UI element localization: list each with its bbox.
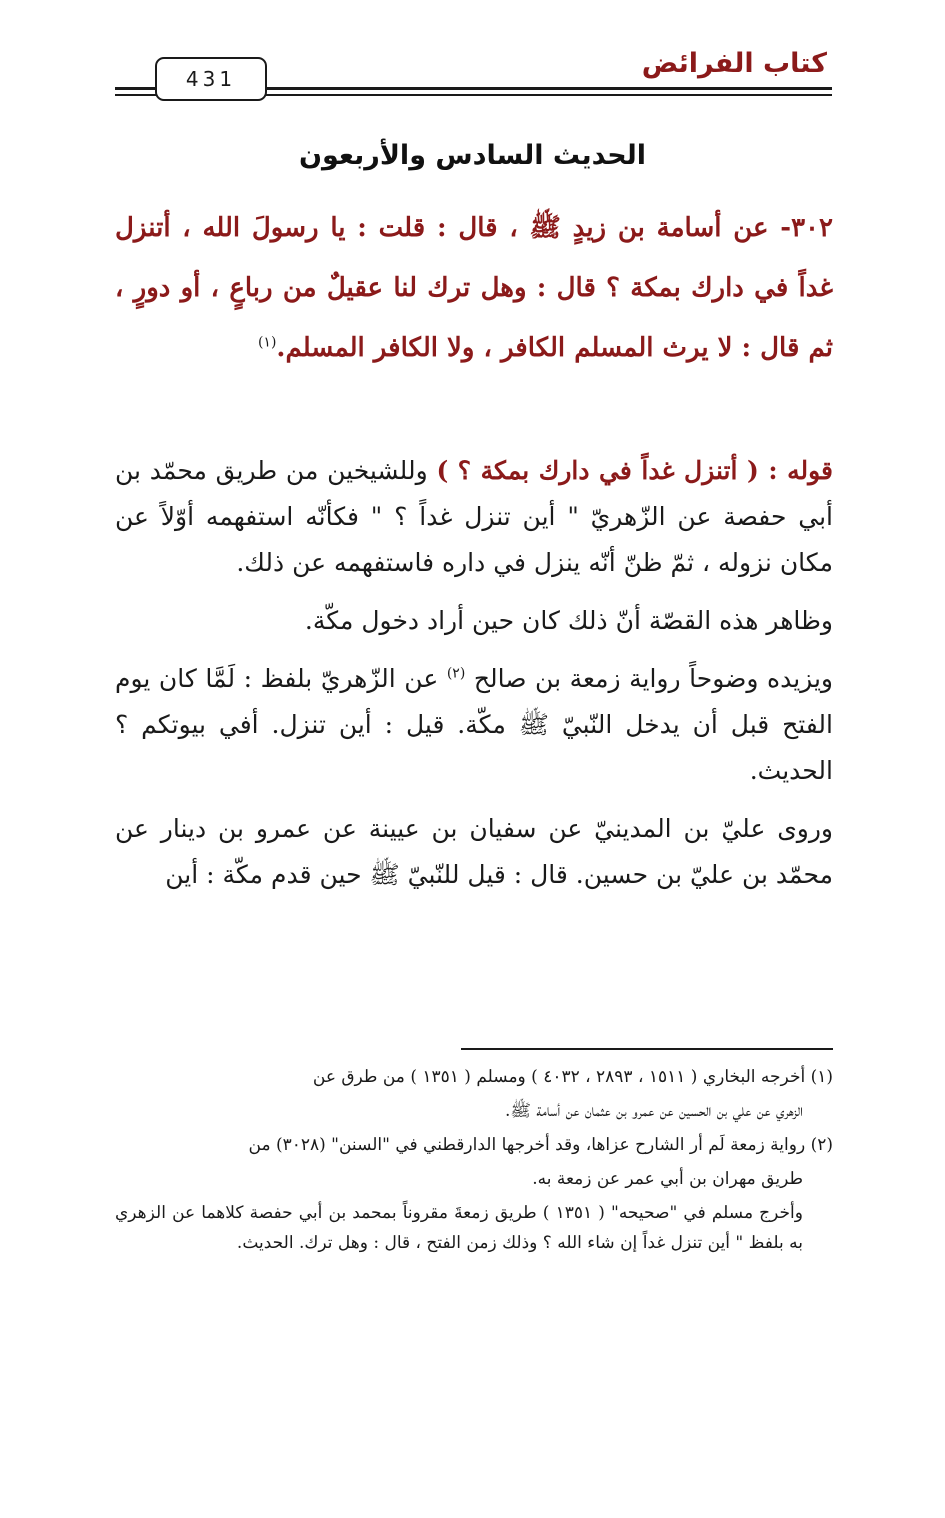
quoted-phrase: قوله : ( أتنزل غداً في دارك بمكة ؟ ) bbox=[436, 456, 833, 485]
commentary-text: وللشيخين من طريق محمّد بن أبي حفصة عن الزّهريّ " أين تنزل غداً ؟ " فكأنّه استفهمه أوّلاً عن مكان نزوله ، ثمّ ظنّ أنّه ينزل في داره فاستفهمه عن ذلك. bbox=[115, 456, 833, 577]
commentary-text: ويزيده وضوحاً رواية زمعة بن صالح bbox=[465, 664, 833, 693]
commentary-paragraph-4 bbox=[115, 806, 833, 898]
footnote-2-continuation: وأخرج مسلم في "صحيحه" ( ١٣٥١ ) طريق زمعةَ مقروناً بمحمد بن أبي حفصة كلاهما عن الزهري به بلفظ " أين تنزل غداً إن شاء الله ؟ وذلك زمن الفتح ، قال : وهل ترك. الحديث. bbox=[115, 1203, 803, 1253]
commentary-paragraph-1 bbox=[115, 448, 833, 586]
footnote-marker-2: (٢) bbox=[446, 665, 466, 682]
hadith-text-block bbox=[115, 198, 833, 378]
commentary bbox=[115, 448, 833, 910]
page-number: 431 bbox=[155, 57, 267, 101]
chapter-title: الحديث السادس والأربعون bbox=[298, 140, 647, 171]
commentary-text: وظاهر هذه القصّة أنّ ذلك كان حين أراد دخول مكّة. bbox=[304, 606, 833, 635]
footnote-2-line-1: (٢) رواية زمعة لَم أر الشارح عزاها، وقد أخرجها الدارقطني في "السنن" (٣٠٢٨) من bbox=[248, 1135, 833, 1155]
commentary-text: وروى عليّ بن المدينيّ عن سفيان بن عيينة عن عمرو بن دينار عن محمّد بن عليّ بن حسين. قال : قيل للنّبيّ ﷺ حين قدم مكّة : أين bbox=[115, 814, 833, 889]
commentary-text: عن الزّهريّ بلفظ : لَمَّا كان يوم الفتح قبل أن يدخل النّبيّ ﷺ مكّة. قيل : أين تنزل. أفي بيوتكم ؟ الحديث. bbox=[115, 664, 833, 785]
footnote-1-line-1: (١) أخرجه البخاري ( ١٥١١ ، ٢٨٩٣ ، ٤٠٣٢ ) ومسلم ( ١٣٥١ ) من طرق عن bbox=[312, 1067, 833, 1087]
footnote-1-line-2: الزهري عن علي بن الحسين عن عمرو بن عثمان عن أسامة ﷺ. bbox=[504, 1101, 803, 1121]
footnotes bbox=[115, 1062, 833, 1262]
running-header-title: كتاب الفرائض bbox=[641, 48, 827, 79]
footnote-2-line-2: طريق مهران بن أبي عمر عن زمعة به. bbox=[532, 1169, 803, 1189]
hadith-text: ٣٠٢- عن أسامة بن زيدٍ ﷺ ، قال : قلت : يا رسولَ الله ، أتنزل غداً في دارك بمكة ؟ قال : وهل ترك لنا عقيلٌ من رباعٍ ، أو دورٍ ، ثم قال : لا يرث المسلم الكافر ، ولا الكافر المسلم. bbox=[115, 213, 833, 363]
commentary-paragraph-2 bbox=[115, 598, 833, 644]
footnote-marker-1: (١) bbox=[257, 334, 277, 351]
commentary-paragraph-3 bbox=[115, 656, 833, 794]
footnote-separator bbox=[461, 1048, 833, 1050]
